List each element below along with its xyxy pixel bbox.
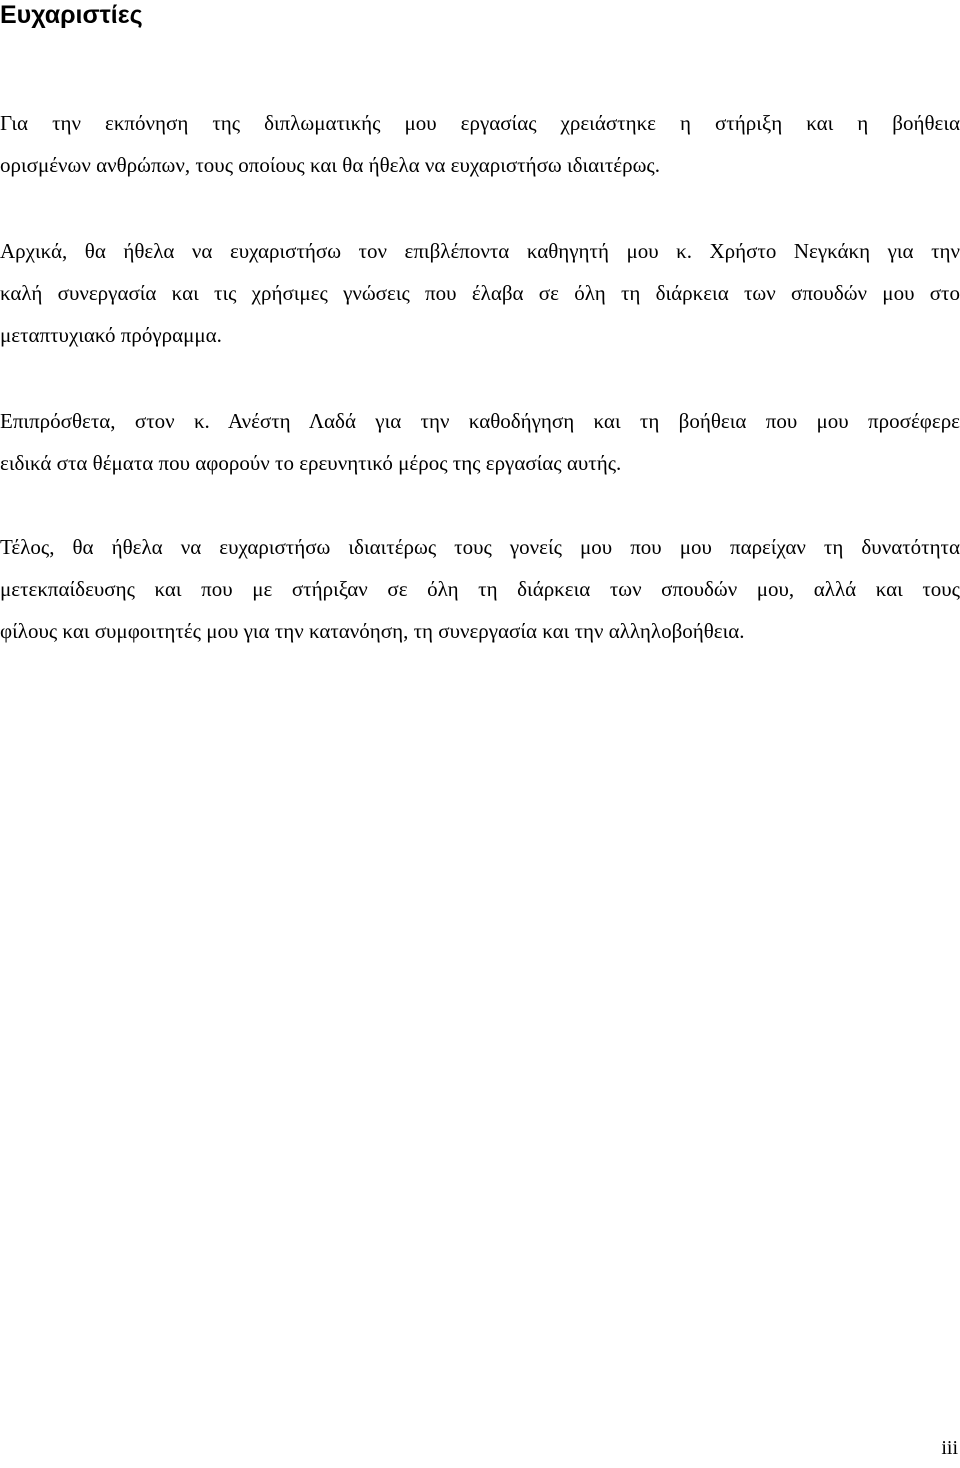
page-title: Ευχαριστίες: [0, 1, 143, 29]
paragraph-line: Για την εκπόνηση της διπλωματικής μου εργασίας χρειάστηκε η στήριξη και η βοήθεια: [0, 111, 960, 135]
paragraph-family: [0, 526, 960, 652]
paragraph-line: μεταπτυχιακό πρόγραμμα.: [0, 323, 222, 347]
paragraph-line: ορισμένων ανθρώπων, τους οποίους και θα ήθελα να ευχαριστήσω ιδιαιτέρως.: [0, 153, 660, 177]
paragraph-advisor: [0, 400, 960, 484]
paragraph-line: Τέλος, θα ήθελα να ευχαριστήσω ιδιαιτέρως τους γονείς μου που μου παρείχαν τη δυνατότητα: [0, 535, 960, 559]
paragraph-line: Αρχικά, θα ήθελα να ευχαριστήσω τον επιβλέποντα καθηγητή μου κ. Χρήστο Νεγκάκη για την: [0, 239, 960, 263]
paragraph-line: καλή συνεργασία και τις χρήσιμες γνώσεις που έλαβα σε όλη τη διάρκεια των σπουδών μου στο: [0, 281, 960, 305]
page-number: iii: [941, 1437, 958, 1459]
paragraph-line: φίλους και συμφοιτητές μου για την κατανόηση, τη συνεργασία και την αλληλοβοήθεια.: [0, 619, 745, 643]
paragraph-supervisor: [0, 230, 960, 356]
paragraph-intro: [0, 102, 960, 186]
paragraph-line: μετεκπαίδευσης και που με στήριξαν σε όλη τη διάρκεια των σπουδών μου, αλλά και τους: [0, 577, 960, 601]
paragraph-line: ειδικά στα θέματα που αφορούν το ερευνητικό μέρος της εργασίας αυτής.: [0, 451, 622, 475]
paragraph-line: Επιπρόσθετα, στον κ. Ανέστη Λαδά για την καθοδήγηση και τη βοήθεια που μου προσέφερε: [0, 409, 960, 433]
